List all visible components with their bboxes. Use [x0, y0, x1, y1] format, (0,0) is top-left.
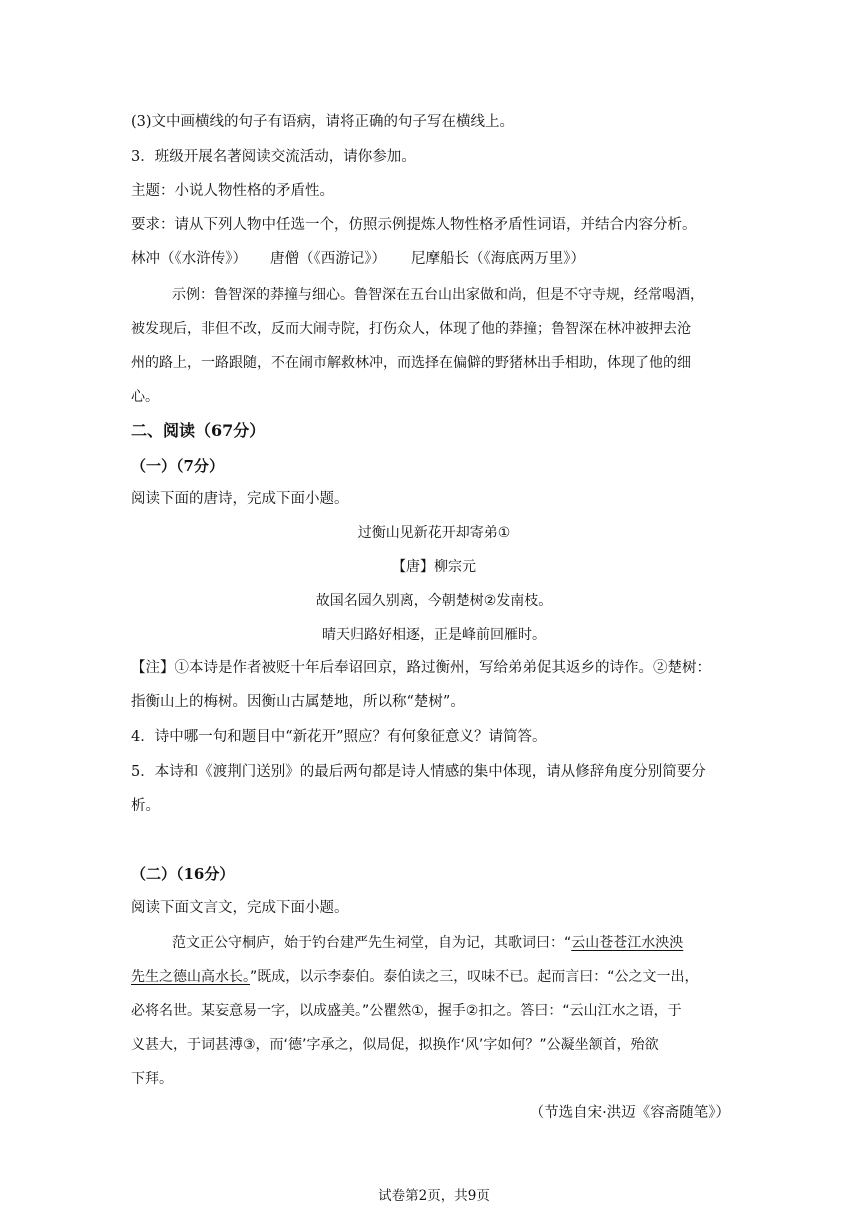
question-4: 4．诗中哪一句和题目中“新花开”照应？有何象征意义？请简答。 — [131, 729, 547, 745]
note-line-1: 【注】①本诗是作者被贬十年后奉诏回京，路过衡州，写给弟弟促其返乡的诗作。②楚树： — [131, 660, 711, 676]
question-3-theme: 主题：小说人物性格的矛盾性。 — [131, 183, 334, 199]
example-line-1: 示例：鲁智深的莽撞与细心。鲁智深在五台山出家做和尚，但是不守寺规，经常喝酒， — [172, 287, 704, 303]
note-line-2: 指衡山上的梅树。因衡山古属楚地，所以称“楚树”。 — [131, 694, 465, 710]
example-line-4: 心。 — [131, 389, 159, 405]
example-line-2: 被发现后，非但不改，反而大闹寺院，打伤众人，体现了他的莽撞；鲁智深在林冲被押去沧 — [131, 321, 691, 337]
underlined-sentence-part-1: 云山苍苍江水泱泱 — [571, 935, 684, 951]
part-2-intro: 阅读下面文言文，完成下面小题。 — [131, 900, 349, 916]
poem-line-1: 故国名园久别离，今朝楚树②发南枝。 — [315, 593, 553, 609]
question-3-requirement: 要求：请从下列人物中任选一个，仿照示例提炼人物性格矛盾性词语，并结合内容分析。 — [131, 217, 697, 233]
passage-line-4: 义甚大，于词甚溥③，而‘德’字承之，似局促，拟换作‘风’字如何？”公凝坐颔首，殆欲 — [131, 1037, 659, 1053]
underlined-sentence-part-2: 先生之德山高水长。 — [131, 969, 250, 985]
character-tangseng: 唐僧（《西游记》） — [270, 251, 386, 267]
character-nemo: 尼摩船长（《海底两万里》） — [411, 251, 585, 267]
poem-author: 【唐】柳宗元 — [392, 559, 476, 575]
section-2-heading: 二、阅读（67分） — [131, 421, 266, 440]
question-3-3: (3)文中画横线的句子有语病，请将正确的句子写在横线上。 — [131, 114, 515, 130]
passage-line-1-text: 范文正公守桐庐，始于钓台建严先生祠堂，自为记，其歌词曰：“ — [172, 935, 572, 951]
part-2-heading: （二）（16分） — [131, 865, 235, 883]
passage-source: （节选自宋·洪迈《容斋随笔》） — [529, 1105, 730, 1121]
question-5-line-2: 析。 — [131, 798, 160, 814]
question-5-line-1: 5．本诗和《渡荆门送别》的最后两句都是诗人情感的集中体现，请从修辞角度分别简要分 — [131, 764, 706, 780]
passage-line-2 — [131, 966, 699, 988]
part-1-heading: （一）（7分） — [131, 457, 224, 475]
question-3-title: 3．班级开展名著阅读交流活动，请你参加。 — [131, 149, 416, 165]
passage-line-3: 必将名世。某妄意易一字，以成盛美。”公瞿然①，握手②扣之。答曰：“云山江水之语，于 — [131, 1003, 682, 1019]
page-footer: 试卷第2页，共9页 — [378, 1188, 490, 1204]
example-line-3: 州的路上，一路跟随，不在闹市解救林冲，而选择在偏僻的野猪林出手相助，体现了他的细 — [131, 355, 691, 371]
passage-line-1 — [172, 932, 683, 954]
poem-title: 过衡山见新花开却寄弟① — [357, 525, 511, 541]
character-linchong: 林冲（《水浒传》） — [131, 251, 247, 267]
part-1-intro: 阅读下面的唐诗，完成下面小题。 — [131, 491, 349, 507]
passage-line-2-text: ”既成，以示李泰伯。泰伯读之三，叹味不已。起而言曰：“公之文一出， — [250, 969, 699, 985]
passage-line-5: 下拜。 — [131, 1071, 173, 1087]
poem-line-2: 晴天归路好相逐，正是峰前回雁时。 — [322, 627, 546, 643]
